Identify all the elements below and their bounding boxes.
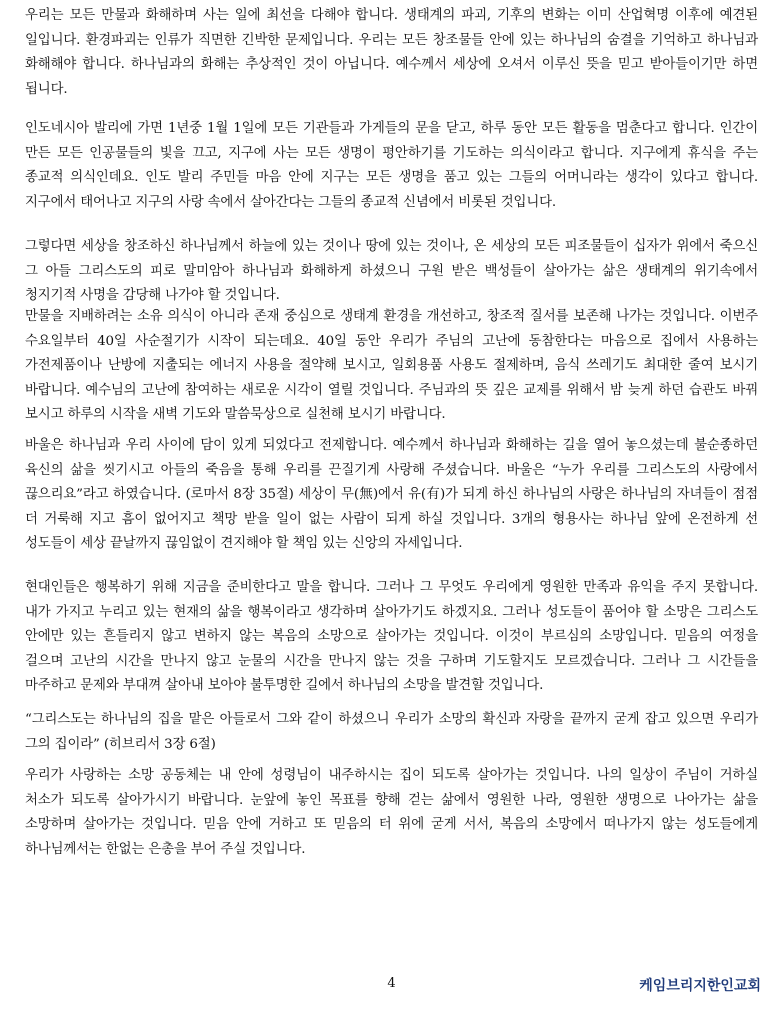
scripture-quote: “그리스도는 하나님의 집을 맡은 아들로서 그와 같이 하셨으니 우리가 소망의 확신과 자랑을 끝까지 굳게 잡고 있으면 우리가 그의 집이라” (히브리서 3장 6절) xyxy=(25,712,758,752)
church-name: 케임브리지한인교회 xyxy=(639,978,761,994)
page-number: 4 xyxy=(387,976,396,991)
paragraph-2: 인도네시아 발리에 가면 1년중 1월 1일에 모든 기관들과 가게들의 문을 닫고, 하루 동안 모든 활동을 멈춘다고 합니다. 인간이 만든 모든 인공물들의 빛을 끄고, 지구에 사는 모든 생명이 평안하기를 기도하는 의식이라고 합니다. 지구에게 휴식을 주는 종교적 의식인데요. 인도 발리 주민들 마음 안에 지구는 모든 생명을 품고 있는 그들의 어머니라는 생각이 있다고 합니다. 지구에서 태어나고 지구의 사랑 속에서 살아간다는 그들의 종교적 신념에서 비롯된 것입니다. xyxy=(25,121,758,210)
paragraph-8: 우리가 사랑하는 소망 공동체는 내 안에 성령님이 내주하시는 집이 되도록 살아가는 것입니다. 나의 일상이 주님이 거하실 처소가 되도록 살아가시기 바랍니다. 눈앞에 놓인 목표를 향해 걷는 삶에서 영원한 나라, 영원한 생명으로 나아가는 삶을 소망하며 살아가는 것입니다. 믿음 안에 거하고 또 믿음의 터 위에 굳게 서서, 복음의 소망에서 떠나가지 않는 성도들에게 하나님께서는 한없는 은총을 부어 주실 것입니다. xyxy=(25,768,758,857)
paragraph-4: 만물을 지배하려는 소유 의식이 아니라 존재 중심으로 생태계 환경을 개선하고, 창조적 질서를 보존해 나가는 것입니다. 이번주 수요일부터 40일 사순절기가 시작이 되는데요. 40일 동안 우리가 주님의 고난에 동참한다는 마음으로 집에서 사용하는 가전제품이나 난방에 지출되는 에너지 사용을 절약해 보시고, 일회용품 사용도 절제하며, 음식 쓰레기도 최대한 줄여 보시기 바랍니다. 예수님의 고난에 참여하는 새로운 시각이 열릴 것입니다. 주님과의 뜻 깊은 교제를 위해서 밤 늦게 하던 습관도 바꿔 보시고 하루의 시작을 새벽 기도와 말씀묵상으로 실천해 보시기 바랍니다. xyxy=(25,309,758,423)
paragraph-3: 그렇다면 세상을 창조하신 하나님께서 하늘에 있는 것이나 땅에 있는 것이나, 온 세상의 모든 피조물들이 십자가 위에서 죽으신 그 아들 그리스도의 피로 말미암아 하나님과 화해하게 하셨으니 구원 받은 백성들이 살아가는 삶은 생태계의 위기속에서 청지기적 사명을 감당해 나가야 할 것입니다. xyxy=(25,239,758,304)
paragraph-5: 바울은 하나님과 우리 사이에 담이 있게 되었다고 전제합니다. 예수께서 하나님과 화해하는 길을 열어 놓으셨는데 불순종하던 육신의 삶을 씻기시고 아들의 죽음을 통해 우리를 끈질기게 사랑해 주셨습니다. 바울은 “누가 우리를 그리스도의 사랑에서 끊으리요”라고 하였습니다. (로마서 8장 35절) 세상이 무(無)에서 유(有)가 되게 하신 하나님의 사랑은 하나님의 자녀들이 점점 더 거룩해 지고 흠이 없어지고 책망 받을 일이 없는 사람이 되게 하실 것입니다. 3개의 형용사는 하나님 앞에 온전하게 선 성도들이 세상 끝날까지 끊임없이 견지해야 할 책임 있는 신앙의 자세입니다. xyxy=(25,438,758,552)
paragraph-1: 우리는 모든 만물과 화해하며 사는 일에 최선을 다해야 합니다. 생태계의 파괴, 기후의 변화는 이미 산업혁명 이후에 예견된 일입니다. 환경파괴는 인류가 직면한 긴박한 문제입니다. 우리는 모든 창조물들 안에 있는 하나님의 숨결을 기억하고 하나님과 화해해야 합니다. 하나님과의 화해는 추상적인 것이 아닙니다. 예수께서 세상에 오셔서 이루신 뜻을 믿고 받아들이기만 하면 됩니다. xyxy=(25,8,758,97)
paragraph-6: 현대인들은 행복하기 위해 지금을 준비한다고 말을 합니다. 그러나 그 무엇도 우리에게 영원한 만족과 유익을 주지 못합니다. 내가 가지고 누리고 있는 현재의 삶을 행복이라고 생각하며 살아가기도 하겠지요. 그러나 성도들이 품어야 할 소망은 그리스도 안에만 있는 흔들리지 않고 변하지 않는 복음의 소망으로 살아가는 것입니다. 이것이 부르심의 소망입니다. 믿음의 여정을 걸으며 고난의 시간을 만나지 않고 눈물의 시간을 만나지 않는 것을 구하며 기도할지도 모르겠습니다. 그러나 그 시간들을 마주하고 문제와 부대껴 살아내 보아야 불투명한 길에서 하나님의 소망을 발견할 것입니다. xyxy=(25,580,758,694)
